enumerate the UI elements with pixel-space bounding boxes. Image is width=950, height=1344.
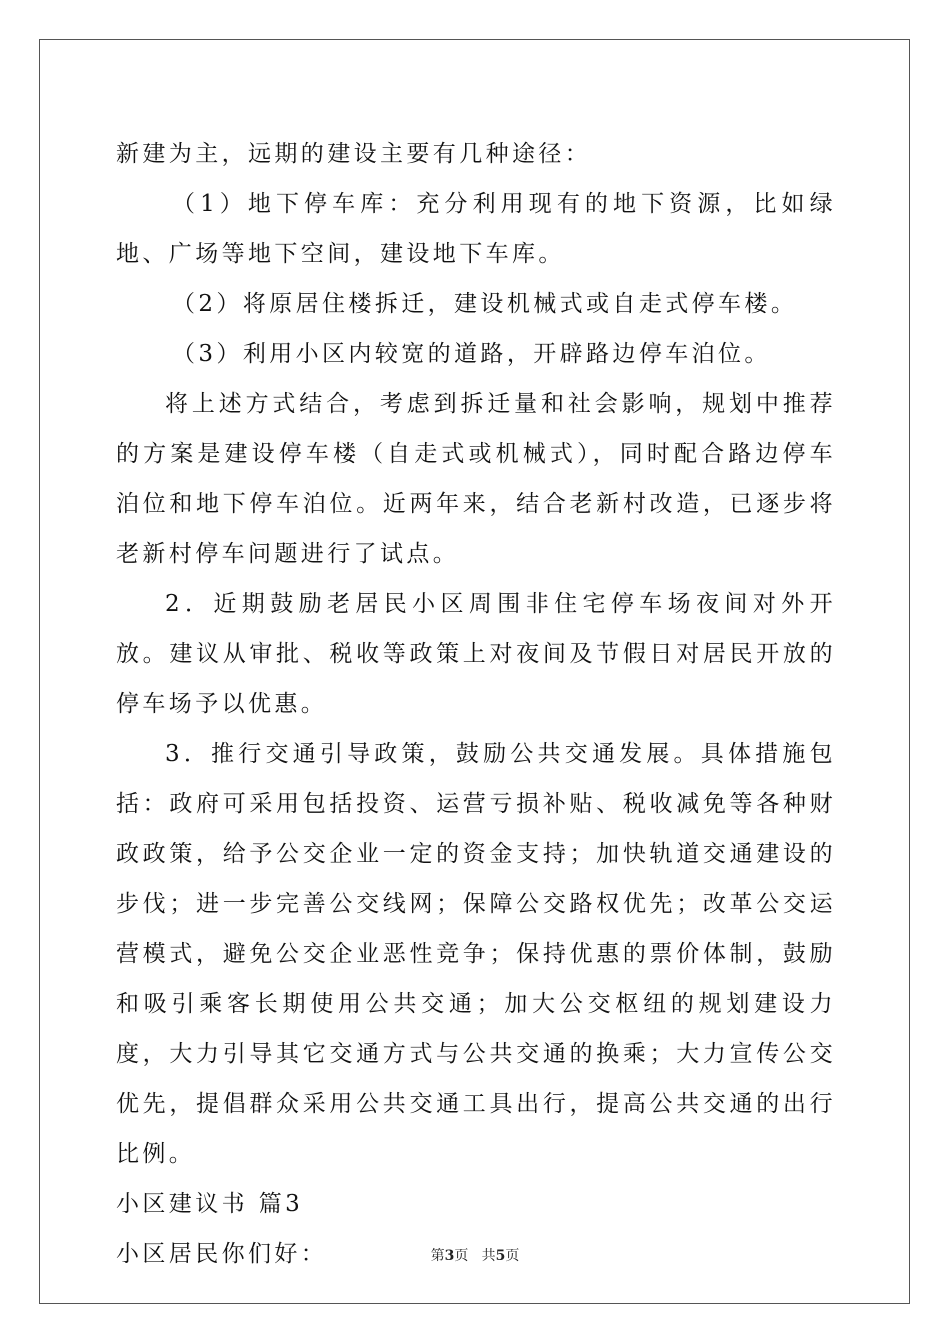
total-prefix: 共 — [481, 1248, 496, 1264]
section-heading: 小区建议书 篇3 — [116, 1191, 304, 1217]
paragraph-point-3-public-transit: 3．推行交通引导政策，鼓励公共交通发展。具体措施包括：政府可采用包括投资、运营亏损补贴、税收减免等各种财政政策，给予公交企业一定的资金支持；加快轨道交通建设的步伐；进一步完善公交线网；保障公交路权优先；改革公交运营模式，避免公交企业恶性竞争；保持优惠的票价体制，鼓励和吸引乘客长期使用公共交通；加大公交枢纽的规划建设力度，大力引导其它交通方式与公共交通的换乘；大力宣传公交优先，提倡群众采用公共交通工具出行，提高公共交通的出行比例。 — [116, 741, 836, 1167]
paragraph-point-2-night-opening: 2．近期鼓励老居民小区周围非住宅停车场夜间对外开放。建议从审批、税收等政策上对夜间及节假日对居民开放的停车场予以优惠。 — [116, 591, 836, 717]
greeting-line: 小区居民你们好： — [116, 1241, 328, 1267]
document-body — [116, 129, 836, 1279]
page-footer — [0, 1245, 950, 1265]
total-suffix: 页 — [505, 1248, 520, 1264]
paragraph-long-term-routes: 新建为主，远期的建设主要有几种途径： — [116, 141, 592, 167]
paragraph-item-2-parking-building: （2）将原居住楼拆迁，建设机械式或自走式停车楼。 — [172, 291, 798, 317]
page-prefix: 第 — [430, 1248, 445, 1264]
page-current-number: 3 — [444, 1248, 455, 1264]
page-suffix: 页 — [454, 1248, 469, 1264]
paragraph-recommended-plan: 将上述方式结合，考虑到拆迁量和社会影响，规划中推荐的方案是建设停车楼（自走式或机械式），同时配合路边停车泊位和地下停车泊位。近两年来，结合老新村改造，已逐步将老新村停车问题进行了试点。 — [116, 391, 836, 567]
page-total-number: 5 — [495, 1248, 506, 1264]
paragraph-item-1-underground-garage: （1）地下停车库：充分利用现有的地下资源，比如绿地、广场等地下空间，建设地下车库。 — [116, 191, 836, 267]
paragraph-item-3-roadside-parking: （3）利用小区内较宽的道路，开辟路边停车泊位。 — [172, 341, 771, 367]
